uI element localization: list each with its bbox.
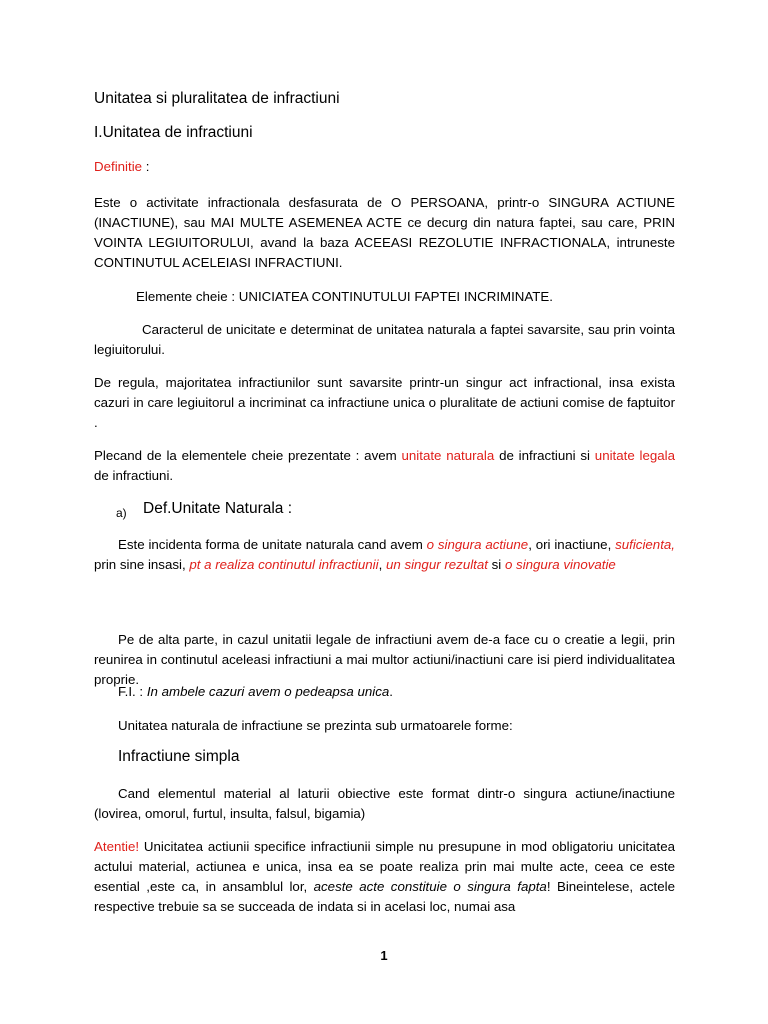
heading-simple-offense: Infractiune simpla [118, 748, 240, 765]
paragraph-definition: Este o activitate infractionala desfasurata de O PERSOANA, printr-o SINGURA ACTIUNE (INACTIUNE), sau MAI MULTE ASEMENEA ACTE ce decurg din natura faptei, sau care, PRIN VOINTA LEGIUITORULUI, avand la baza ACEEASI REZOLUTIE INFRACTIONALA, intruneste CONTINUTUL ACELEIASI INFRACTIUNI. [94, 195, 675, 270]
section-heading: I.Unitatea de infractiuni [94, 124, 253, 141]
page-number: 1 [380, 948, 388, 963]
paragraph-legal-unity: Pe de alta parte, in cazul unitatii legale de infractiuni avem de-a face cu o creatie a legii, prin reunirea in continutul aceleasi infractiuni a mai multor actiuni/inactiuni care isi pierd individualitatea proprie. [94, 632, 675, 687]
subsection-marker: a) [116, 506, 127, 520]
paragraph-key-elements: Elemente cheie : UNICIATEA CONTINUTULUI FAPTEI INCRIMINATE. [136, 289, 553, 304]
paragraph-rule: De regula, majoritatea infractiunilor sunt savarsite printr-un singur act infractional, insa exista cazuri in care legiuitorul a incriminat ca infractiune unica o pluralitate de actiuni comise de faptuitor . [94, 375, 675, 430]
subsection-heading: Def.Unitate Naturala : [143, 500, 293, 517]
paragraph-unity-types: Plecand de la elementele cheie prezentate : avem unitate naturala de infractiuni si unitate legala de infractiuni. [94, 448, 676, 483]
paragraph-simple-offense: Cand elementul material al laturii obiective este format dintr-o singura actiune/inactiune (lovirea, omorul, furtul, insulta, falsul, bigamia) [94, 786, 675, 821]
paragraph-fi: F.I. : In ambele cazuri avem o pedeapsa unica. [118, 684, 393, 699]
paragraph-attention: Atentie! Unicitatea actiunii specifice infractiunii simple nu presupune in mod obligatoriu unicitatea actului material, actiunea e unica, insa ea se poate realiza prin mai multe acte, ceea ce este esential ,este ca, in ansamblul lor, aceste acte constituie o singura fapta! Bineintelese, actele respective trebuie sa se succeada de indata si in acelasi loc, numai asa [94, 839, 675, 914]
paragraph-natural-unity: Este incidenta forma de unitate naturala cand avem o singura actiune, ori inactiune, suficienta, prin sine insasi, pt a realiza continutul infractiunii, un singur rezultat si o singura vinovatie [94, 537, 675, 572]
paragraph-uniqueness: Caracterul de unicitate e determinat de unitatea naturala a faptei savarsite, sau prin vointa legiuitorului. [94, 322, 675, 357]
document-title: Unitatea si pluralitatea de infractiuni [94, 90, 340, 107]
definition-label: Definitie : [94, 159, 150, 174]
paragraph-forms: Unitatea naturala de infractiune se prezinta sub urmatoarele forme: [118, 718, 513, 733]
